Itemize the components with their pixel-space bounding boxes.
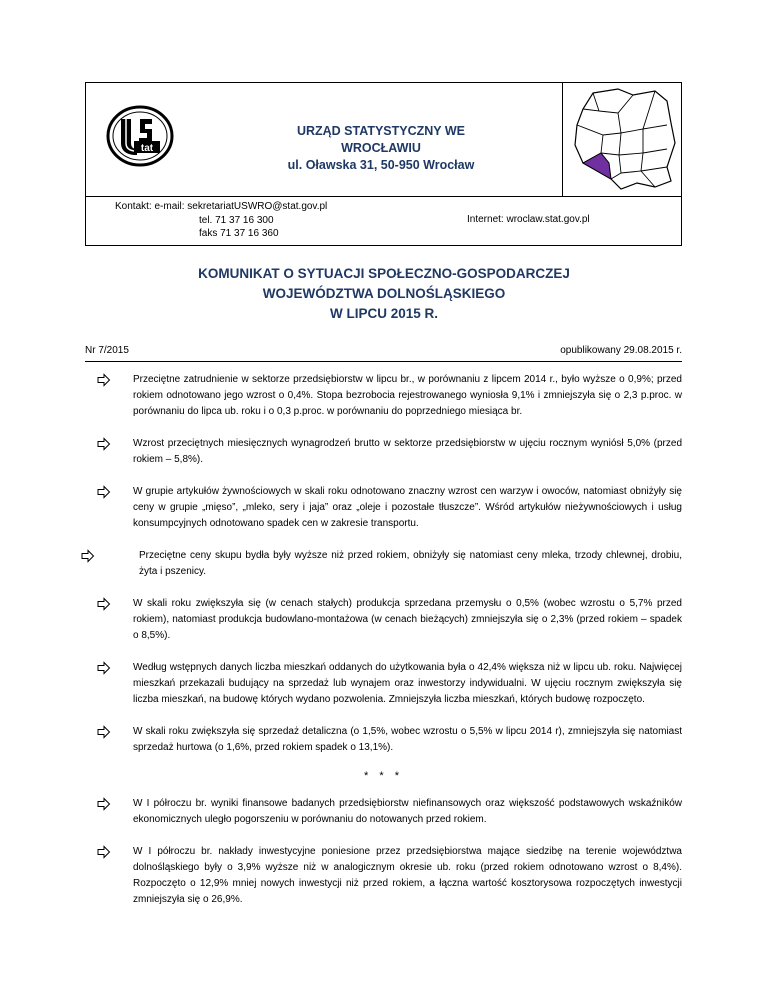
list-item	[85, 372, 682, 420]
poland-regions-map	[563, 83, 681, 196]
section-separator: * * *	[364, 770, 403, 782]
report-title-line-1: KOMUNIKAT O SYTUACJI SPOŁECZNO-GOSPODARCZEJ	[198, 266, 570, 281]
outline-right-arrow-icon	[97, 596, 111, 612]
internet-address: Internet: wroclaw.stat.gov.pl	[467, 214, 590, 225]
header-box	[85, 82, 682, 246]
bullet-text: W I półroczu br. nakłady inwestycyjne poniesione przez przedsiębiorstwa mające siedzibę na terenie województwa dolnośląskiego były o 3,9% wyższe niż w analogicznym okresie ub. roku (przed rokiem odnotowano wzrost o 8,4%). Rozpoczęto o 12,9% mniej nowych inwestycji niż przed rokiem, a łączna wartość kosztorysowa rozpoczętych inwestycji zmniejszyła się o 26,9%.	[133, 846, 682, 905]
issue-number: Nr 7/2015	[85, 345, 129, 356]
bullet-text: W skali roku zwiększyła się (w cenach stałych) produkcja sprzedana przemysłu o 0,5% (wobec wzrostu o 5,7% przed rokiem), natomiast produkcja budowlano-montażowa (w cenach bieżących) zmniejszyła się o 2,3% (przed rokiem – spadek o 8,5%).	[133, 598, 682, 641]
publication-date: opublikowany 29.08.2015 r.	[560, 345, 682, 356]
list-item	[85, 484, 682, 532]
bullet-text: Przeciętne ceny skupu bydła były wyższe niż przed rokiem, obniżyły się natomiast ceny mleka, trzody chlewnej, drobiu, żyta i pszenicy.	[139, 550, 682, 577]
bullet-text: W grupie artykułów żywnościowych w skali roku odnotowano znaczny wzrost cen warzyw i owoców, natomiast obniżyły się ceny w grupie „mięso”, „mleko, sery i jaja” oraz „oleje i pozostałe tłuszcze”. Wśród artykułów nieżywnościowych i usług konsumpcyjnych odnotowano spadek cen w zakresie transportu.	[133, 486, 682, 529]
office-address: ul. Oławska 31, 50-950 Wrocław	[287, 158, 475, 172]
contact-email: Kontakt: e-mail: sekretariatUSWRO@stat.gov.pl	[115, 201, 328, 212]
list-item	[85, 436, 682, 468]
outline-right-arrow-icon	[97, 372, 111, 388]
bullet-list	[85, 372, 682, 908]
bullet-text: Wzrost przeciętnych miesięcznych wynagrodzeń brutto w sektorze przedsiębiorstw w ujęciu rocznym wyniósł 5,0% (przed rokiem – 5,8%).	[133, 438, 682, 465]
bullet-text: W I półroczu br. wyniki finansowe badanych przedsiębiorstw niefinansowych oraz większość podstawowych wskaźników ekonomicznych uległo pogorszeniu w porównaniu do notowanych przed rokiem.	[133, 798, 682, 825]
header-top	[86, 83, 681, 197]
outline-right-arrow-icon	[97, 436, 111, 452]
outline-right-arrow-icon	[97, 724, 111, 740]
contact-fax: faks 71 37 16 360	[199, 228, 279, 239]
list-item	[85, 796, 682, 828]
office-name: URZĄD STATYSTYCZNY WE WROCŁAWIU	[296, 124, 466, 155]
bullet-text: Przeciętne zatrudnienie w sektorze przedsiębiorstw w lipcu br., w porównaniu z lipcem 2014 r., było wyższe o 0,9%; przed rokiem odnotowano jego wzrost o 0,4%. Stopa bezrobocia rejestrowanego wyniosła 9,1% i zmniejszyła się o 2,3 p.proc. w porównaniu do lipca ub. roku i o 0,3 p.proc. w porównaniu do poprzedniego miesiąca br.	[133, 374, 682, 417]
list-item	[85, 596, 682, 644]
list-item	[85, 548, 682, 580]
report-title	[0, 264, 768, 324]
list-item	[85, 660, 682, 708]
outline-right-arrow-icon	[97, 484, 111, 500]
report-title-line-2: WOJEWÓDZTWA DOLNOŚLĄSKIEGO	[262, 286, 506, 301]
map-cell	[562, 83, 681, 196]
report-title-line-3: W LIPCU 2015 R.	[329, 306, 439, 321]
outline-right-arrow-icon	[97, 844, 111, 860]
outline-right-arrow-icon	[97, 796, 111, 812]
contact-block	[115, 200, 327, 241]
publication-meta	[85, 345, 682, 362]
contact-tel: tel. 71 37 16 300	[199, 214, 274, 226]
svg-text:tat: tat	[140, 143, 154, 154]
bullet-text: Według wstępnych danych liczba mieszkań oddanych do użytkowania była o 42,4% większa niż w lipcu ub. roku. Najwięcej mieszkań przekazali budujący na sprzedaż lub wynajem oraz inwestorzy indywidualni. W ujęciu rocznym zwiększyła się liczba mieszkań, na budowę których wydano pozwolenia. Zmniejszyła liczba mieszkań, których budowę rozpoczęto.	[133, 662, 682, 705]
ustat-logo	[106, 105, 174, 167]
bullet-text: W skali roku zwiększyła się sprzedaż detaliczna (o 1,5%, wobec wzrostu o 5,5% w lipcu 2014 r), zmniejszyła się natomiast sprzedaż hurtowa (o 1,6%, przed rokiem spadek o 13,1%).	[133, 726, 682, 753]
outline-right-arrow-icon	[97, 660, 111, 676]
office-name-block	[256, 123, 506, 174]
outline-right-arrow-icon	[81, 548, 95, 564]
list-item	[85, 724, 682, 756]
list-item	[85, 844, 682, 908]
